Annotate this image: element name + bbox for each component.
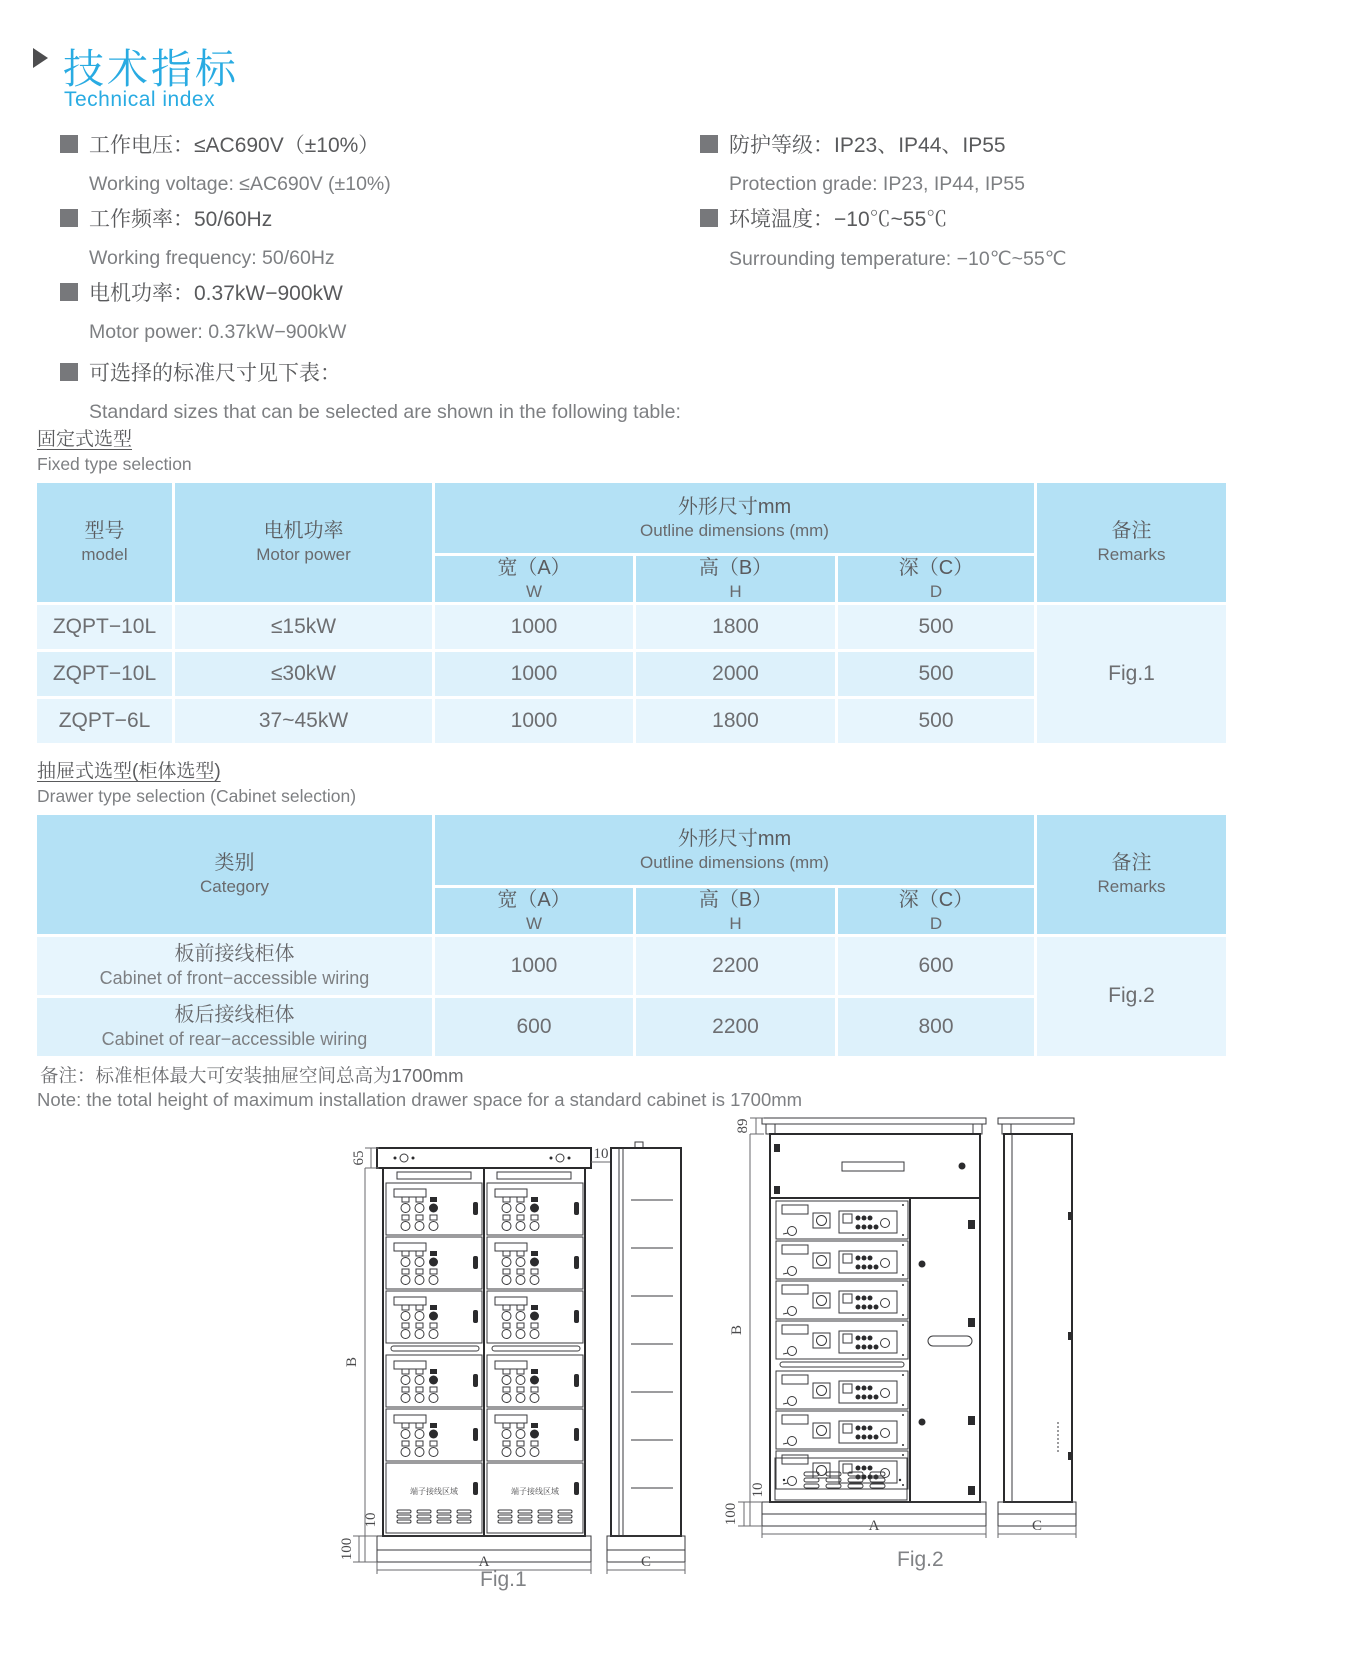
fig2-drawing (712, 1092, 1077, 1542)
col-header-model: 型号 model (37, 483, 172, 602)
col-header-remarks: 备注 Remarks (1037, 815, 1226, 934)
fig1-drawing (335, 1122, 695, 1570)
col-header-height: 高（B） H (636, 556, 835, 602)
spec-en-text: Standard sizes that can be selected are shown in the following table: (89, 401, 681, 423)
fig1-side-view (607, 1142, 685, 1574)
fig2-label: Fig.2 (897, 1548, 944, 1571)
spec-item-working-frequency (60, 203, 335, 270)
cell-category-rear-wiring: 板后接线柜体 Cabinet of rear−accessible wiring (37, 998, 432, 1056)
fig2-front-view (762, 1118, 986, 1526)
dim-B: B (729, 1324, 745, 1336)
spec-en-text: Working frequency: 50/60Hz (89, 247, 335, 269)
bullet-square-icon (60, 283, 78, 301)
col-header-depth: 深（C） D (838, 888, 1034, 934)
bullet-square-icon (700, 135, 718, 153)
cell-model: ZQPT−10L (37, 652, 172, 696)
spec-cn-text: 工作电压：≤AC690V（±10%） (89, 134, 380, 157)
fig2-dimensions (723, 1118, 986, 1538)
section-arrow-icon (33, 48, 48, 68)
cell-height: 1800 (636, 605, 835, 649)
page-subtitle: Technical index (64, 88, 216, 111)
cell-height: 1800 (636, 699, 835, 743)
bullet-square-icon (60, 209, 78, 227)
spec-item-protection-grade (700, 129, 1025, 196)
spec-item-surrounding-temperature (700, 203, 1067, 271)
dim-10-vent: 10 (750, 1482, 766, 1498)
fixed-type-table (37, 483, 1226, 743)
col-header-outline-dimensions: 外形尺寸mm Outline dimensions (mm) (435, 815, 1034, 885)
col-header-depth: 深（C） D (838, 556, 1034, 602)
fig1-label: Fig.1 (480, 1568, 527, 1591)
drawer-type-table (37, 815, 1226, 1056)
spec-en-text: Working voltage: ≤AC690V (±10%) (89, 173, 391, 195)
dim-A: A (868, 1518, 880, 1534)
spec-cn-text: 环境温度：−10℃~55℃ (729, 208, 948, 231)
spec-cn-text: 电机功率：0.37kW−900kW (89, 282, 343, 305)
cell-height: 2200 (636, 998, 835, 1056)
bullet-square-icon (60, 135, 78, 153)
col-header-motor-power: 电机功率 Motor power (175, 483, 432, 602)
spec-cn-text: 防护等级：IP23、IP44、IP55 (729, 134, 1006, 157)
drawer-section-title-en: Drawer type selection (Cabinet selection) (37, 786, 357, 806)
col-header-category: 类别 Category (37, 815, 432, 934)
cell-depth: 800 (838, 998, 1034, 1056)
cell-width: 1000 (435, 699, 633, 743)
spec-item-motor-power (60, 277, 346, 344)
dim-65: 65 (351, 1150, 367, 1166)
spec-en-text: Protection grade: IP23, IP44, IP55 (729, 173, 1025, 195)
cell-remark-fig2: Fig.2 (1037, 937, 1226, 1056)
fig1-terminal-area (386, 1463, 482, 1533)
dim-100: 100 (723, 1502, 739, 1526)
fig1-front-view (377, 1148, 591, 1562)
terminal-area-label: 端子接线区域 (511, 1487, 559, 1496)
dim-A: A (478, 1554, 490, 1570)
cell-model: ZQPT−6L (37, 699, 172, 743)
dim-89: 89 (735, 1118, 751, 1134)
cell-depth: 500 (838, 699, 1034, 743)
cell-width: 1000 (435, 937, 633, 995)
dim-10-vent: 10 (363, 1512, 379, 1528)
cell-width: 600 (435, 998, 633, 1056)
dim-100: 100 (339, 1537, 355, 1561)
page-title: 技术指标 (63, 46, 239, 92)
cell-depth: 500 (838, 605, 1034, 649)
spec-item-working-voltage (60, 129, 391, 196)
col-header-height: 高（B） H (636, 888, 835, 934)
bullet-square-icon (700, 209, 718, 227)
spec-cn-text: 工作频率：50/60Hz (89, 208, 273, 231)
spec-cn-text: 可选择的标准尺寸见下表： (89, 362, 341, 385)
cell-height: 2200 (636, 937, 835, 995)
col-header-outline-dimensions: 外形尺寸mm Outline dimensions (mm) (435, 483, 1034, 553)
cell-power: ≤30kW (175, 652, 432, 696)
bullet-square-icon (60, 363, 78, 381)
note-cn: 备注：标准柜体最大可安装抽屉空间总高为1700mm (40, 1065, 464, 1086)
note-en: Note: the total height of maximum installation drawer space for a standard cabinet is 1700mm (37, 1089, 803, 1110)
cell-width: 1000 (435, 652, 633, 696)
dim-C: C (1031, 1518, 1043, 1534)
cell-height: 2000 (636, 652, 835, 696)
cell-power: ≤15kW (175, 605, 432, 649)
cell-width: 1000 (435, 605, 633, 649)
drawer-section-title-cn: 抽屉式选型(柜体选型) (37, 761, 221, 782)
cell-remark-fig1: Fig.1 (1037, 605, 1226, 743)
cell-category-front-wiring: 板前接线柜体 Cabinet of front−accessible wiring (37, 937, 432, 995)
dim-10-top: 10 (593, 1146, 609, 1162)
spec-en-text: Surrounding temperature: −10℃~55℃ (729, 248, 1067, 270)
cell-depth: 600 (838, 937, 1034, 995)
fixed-section-title-en: Fixed type selection (37, 454, 192, 474)
terminal-area-label: 端子接线区域 (410, 1487, 458, 1496)
fig2-door (919, 1220, 976, 1495)
fig1-terminal-area (487, 1463, 583, 1533)
fig2-side-view (998, 1118, 1076, 1538)
col-header-width: 宽（A） W (435, 888, 633, 934)
cell-model: ZQPT−10L (37, 605, 172, 649)
fixed-section-title-cn: 固定式选型 (37, 429, 133, 450)
spec-item-standard-sizes (60, 357, 681, 424)
col-header-remarks: 备注 Remarks (1037, 483, 1226, 602)
dim-C: C (640, 1554, 652, 1570)
cell-depth: 500 (838, 652, 1034, 696)
spec-en-text: Motor power: 0.37kW−900kW (89, 321, 347, 343)
col-header-width: 宽（A） W (435, 556, 633, 602)
dim-B: B (344, 1356, 360, 1368)
cell-power: 37~45kW (175, 699, 432, 743)
